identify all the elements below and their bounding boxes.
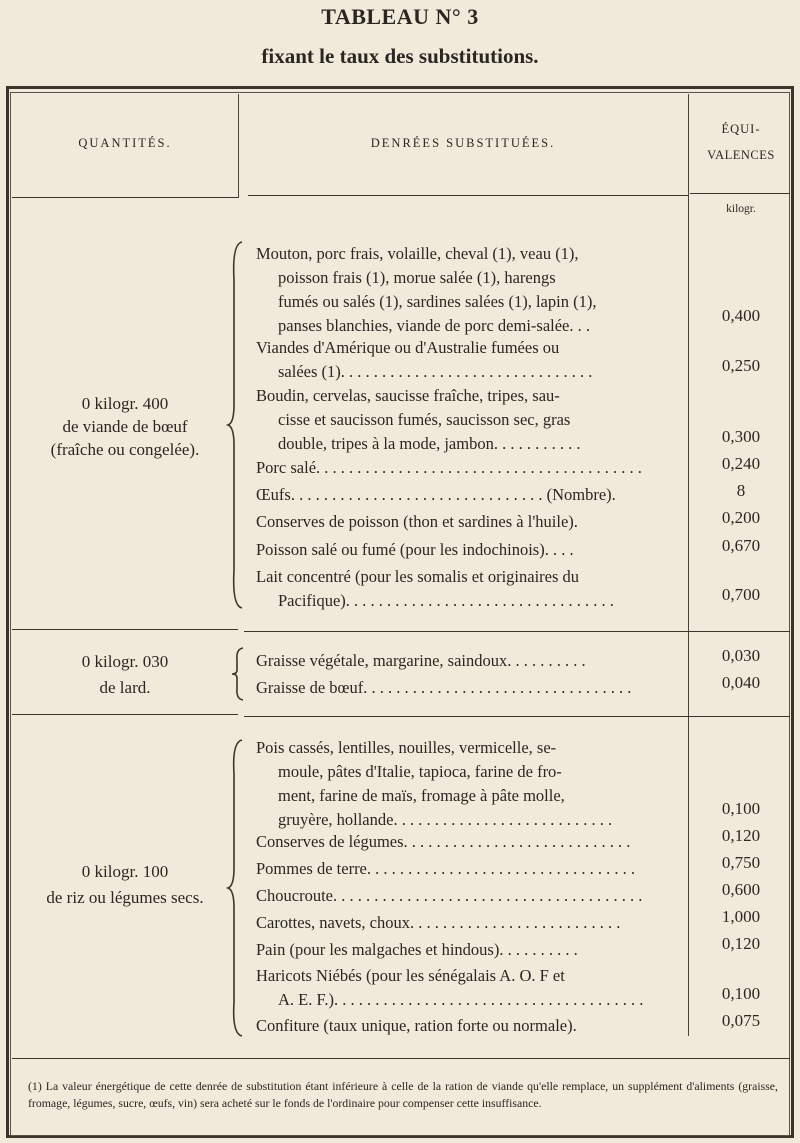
item-line: salées (1). . . . . . . . . . . . . . . . . . . . . . . . . . . . . . . [278,362,593,381]
header-equivalences-1: ÉQUI- [721,122,761,136]
value-oeufs: 8 [736,481,746,500]
column-divider-right [688,94,689,1036]
item-line: poisson frais (1), morue salée (1), harengs [278,268,556,287]
item-graisse-vegetale [256,649,686,673]
group-divider-2b [244,716,790,717]
value-conserves-poisson: 0,200 [721,508,761,527]
item-line: Pois cassés, lentilles, nouilles, vermicelle, se- [256,738,557,757]
quantity-line: de viande de bœuf [62,417,188,436]
item-poisson-sale [256,538,686,562]
footnote-rule [12,1058,790,1059]
value-graisse-vegetale: 0,030 [721,646,761,665]
item-line: Pommes de terre. . . . . . . . . . . . . . . . . . . . . . . . . . . . . . . . . [256,859,636,878]
item-lait-concentre [256,565,686,613]
item-conserves-poisson [256,510,686,534]
item-conserves-legumes [256,830,686,854]
item-line: Lait concentré (pour les somalis et originaires du [256,567,580,586]
page-subtitle: fixant le taux des substitutions. [261,44,539,68]
item-line: A. E. F.). . . . . . . . . . . . . . . . . . . . . . . . . . . . . . . . . . . . . . [278,990,644,1009]
item-line: double, tripes à la mode, jambon. . . . . . . . . . . [278,434,581,453]
value-boudin: 0,300 [721,427,761,446]
value-porc-sale: 0,240 [721,454,761,473]
item-line: Œufs. . . . . . . . . . . . . . . . . . . . . . . . . . . . . . . (Nombre). [256,485,616,504]
item-line: Porc salé. . . . . . . . . . . . . . . . . . . . . . . . . . . . . . . . . . . . . . . . [256,458,642,477]
item-line: Haricots Niébés (pour les sénégalais A. O. F et [256,966,565,985]
unit-label: kilogr. [726,203,756,215]
item-pain [256,938,686,962]
item-line: Graisse de bœuf. . . . . . . . . . . . . . . . . . . . . . . . . . . . . . . . . [256,678,632,697]
group-divider-2 [12,714,238,715]
quantity-line: 0 kilogr. 030 [81,652,169,671]
group-1-quantity [12,392,238,461]
quantity-line: 0 kilogr. 100 [81,862,169,881]
item-carottes [256,911,686,935]
item-line: gruyère, hollande. . . . . . . . . . . . . . . . . . . . . . . . . . . [278,810,613,829]
group-2-quantity [12,650,238,699]
quantity-line: de lard. [99,678,151,697]
item-line: Conserves de poisson (thon et sardines à l'huile). [256,512,578,531]
value-viandes-amerique: 0,250 [721,356,761,375]
value-pain: 0,120 [721,934,761,953]
item-viandes-amerique [256,336,686,384]
group-3-quantity [12,860,238,909]
item-confiture [256,1014,686,1038]
item-graisse-boeuf [256,676,686,700]
item-boudin [256,384,686,456]
value-carottes: 1,000 [721,907,761,926]
item-line: Conserves de légumes. . . . . . . . . . . . . . . . . . . . . . . . . . . . [256,832,631,851]
value-pommes-de-terre: 0,750 [721,853,761,872]
page-title: TABLEAU N° 3 [321,4,479,29]
header-quantities: QUANTITÉS. [78,136,172,150]
item-haricots-niebes [256,964,686,1012]
item-mouton [256,242,686,338]
item-line: Viandes d'Amérique ou d'Australie fumées ou [256,338,560,357]
header-substitutes: DENRÉES SUBSTITUÉES. [370,136,556,150]
quantity-line: (fraîche ou congelée). [50,440,200,459]
quantity-line: 0 kilogr. 400 [81,394,169,413]
value-confiture: 0,075 [721,1011,761,1030]
value-mouton: 0,400 [721,306,761,325]
item-line: fumés ou salés (1), sardines salées (1), lapin (1), [278,292,597,311]
group-divider-1 [12,629,238,630]
header-rule-mid [248,195,688,196]
header-equivalences-2: VALENCES [707,148,775,162]
item-line: moule, pâtes d'Italie, tapioca, farine de fro- [278,762,562,781]
column-divider-left [238,94,239,198]
item-porc-sale [256,456,686,480]
header-rule-left [12,197,238,198]
item-choucroute [256,884,686,908]
item-line: Graisse végétale, margarine, saindoux. . . . . . . . . . [256,651,586,670]
item-pommes-de-terre [256,857,686,881]
item-oeufs [256,483,686,507]
item-line: cisse et saucisson fumés, saucisson sec, gras [278,410,571,429]
value-lait-concentre: 0,700 [721,585,761,604]
item-line: Mouton, porc frais, volaille, cheval (1), veau (1), [256,244,579,263]
item-line: ment, farine de maïs, fromage à pâte molle, [278,786,565,805]
item-line: Pacifique). . . . . . . . . . . . . . . . . . . . . . . . . . . . . . . . . [278,591,614,610]
header-rule-right [690,193,790,194]
value-conserves-legumes: 0,120 [721,826,761,845]
group-divider-1b [244,631,790,632]
item-line: Confiture (taux unique, ration forte ou normale). [256,1016,577,1035]
item-line: panses blanchies, viande de porc demi-salée. . . [278,316,591,335]
footnote: (1) La valeur énergétique de cette denrée de substitution étant inférieure à celle de la ration de viande qu'elle remplace, un supplément d'aliments (graisse, fromage, légumes, sucre, œufs, vin) sera acheté sur le fonds de l'ordinaire pour compenser cette insuffisance. [28,1079,778,1110]
item-line: Poisson salé ou fumé (pour les indochinois). . . . [256,540,574,559]
value-choucroute: 0,600 [721,880,761,899]
value-pois-casses: 0,100 [721,799,761,818]
item-line: Carottes, navets, choux. . . . . . . . . . . . . . . . . . . . . . . . . . [256,913,621,932]
value-haricots-niebes: 0,100 [721,984,761,1003]
item-line: Choucroute. . . . . . . . . . . . . . . . . . . . . . . . . . . . . . . . . . . . . . [256,886,643,905]
quantity-line: de riz ou légumes secs. [46,888,204,907]
item-line: Pain (pour les malgaches et hindous). . . . . . . . . . [256,940,578,959]
value-graisse-boeuf: 0,040 [721,673,761,692]
item-line: Boudin, cervelas, saucisse fraîche, tripes, sau- [256,386,560,405]
item-pois-casses [256,736,686,832]
value-poisson-sale: 0,670 [721,536,761,555]
